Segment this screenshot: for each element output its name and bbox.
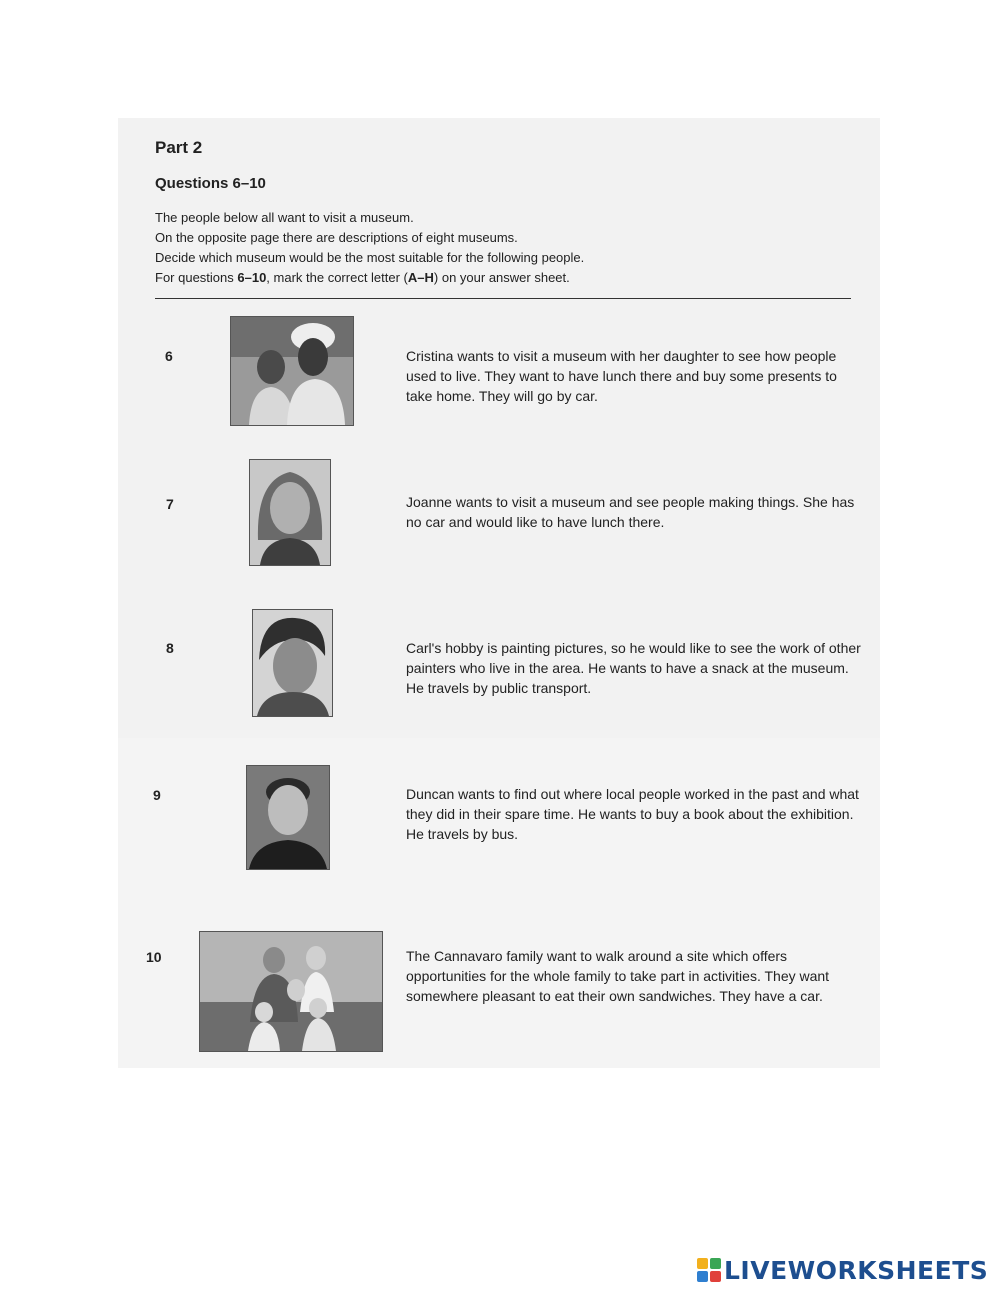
woman-portrait-photo [249,459,331,566]
questions-title: Questions 6–10 [155,175,266,192]
question-number: 9 [153,787,161,803]
brand-name: LIVEWORKSHEETS [724,1255,989,1285]
divider [155,298,851,299]
worksheet-page [118,118,880,1068]
question-text: Joanne wants to visit a museum and see people making things. She has no car and would like to have lunch there. [406,494,855,530]
man-portrait-photo [252,609,333,717]
question-text: Cristina wants to visit a museum with her daughter to see how people used to live. They want to have lunch there and buy some presents to take home. They will go by car. [406,348,837,404]
question-number: 10 [146,949,162,965]
instruction-line: On the opposite page there are descriptions of eight museums. [155,230,518,245]
family-group-photo [199,931,383,1052]
instruction-line: For questions 6–10, mark the correct letter (A–H) on your answer sheet. [155,270,570,285]
question-number: 6 [165,348,173,364]
question-text: The Cannavaro family want to walk around a site which offers opportunities for the whole family to take part in activities. They want somewhere pleasant to eat their own sandwiches. They have a car. [406,948,830,1004]
smiling-man-photo [246,765,330,870]
instruction-line: Decide which museum would be the most suitable for the following people. [155,250,585,265]
liveworksheets-icon [697,1258,721,1282]
question-number: 7 [166,496,174,512]
question-number: 8 [166,640,174,656]
instructions [155,208,855,288]
mother-and-daughter-photo [230,316,354,426]
liveworksheets-logo[interactable] [697,1255,988,1285]
question-text: Duncan wants to find out where local people worked in the past and what they did in their spare time. He wants to buy a book about the exhibition. He travels by bus. [406,786,859,842]
question-text: Carl's hobby is painting pictures, so he would like to see the work of other painters who live in the area. He wants to have a snack at the museum. He travels by public transport. [406,640,861,696]
part-title: Part 2 [155,138,203,157]
instruction-line: The people below all want to visit a museum. [155,210,414,225]
